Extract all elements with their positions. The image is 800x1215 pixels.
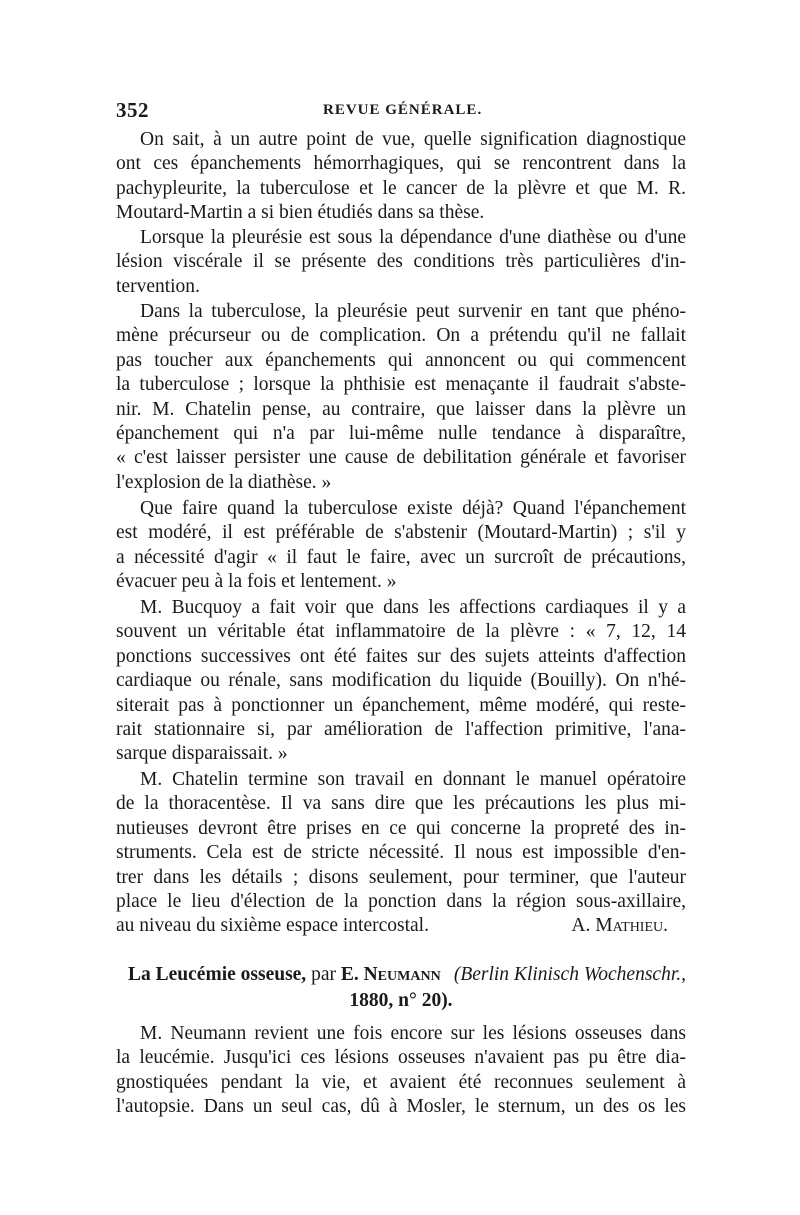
- text-line: l'explosion de la diathèse. »: [116, 471, 332, 493]
- article-heading-line: [116, 962, 686, 988]
- text-line: Moutard-Martin a si bien étudiés dans sa thèse.: [116, 202, 485, 224]
- text-line: évacuer peu à la fois et lentement. »: [116, 571, 397, 593]
- text-line: M. Bucquoy a fait voir que dans les affections cardiaques il y a: [140, 597, 686, 618]
- text-line: tervention.: [116, 275, 200, 297]
- text-line: gnostiquées pendant la vie, et avaient été reconnues seulement à: [116, 1071, 686, 1093]
- text-line: souvent un véritable état inflammatoire de la plèvre : « 7, 12, 14: [116, 621, 686, 643]
- paragraph-5: [116, 596, 686, 767]
- text-line: pachypleurite, la tuberculose et le cancer de la plèvre et que M. R.: [116, 177, 686, 199]
- text-line: struments. Cela est de stricte nécessité. Il nous est impossible d'en-: [116, 842, 686, 864]
- paragraph-3: [116, 300, 686, 495]
- paragraph-1: [116, 128, 686, 226]
- text-line: est modéré, il est préférable de s'abstenir (Moutard-Martin) ; s'il y: [116, 522, 686, 544]
- text-line: Lorsque la pleurésie est sous la dépendance d'une diathèse ou d'une: [140, 227, 686, 248]
- text-line: lésion viscérale il se présente des conditions très particulières d'in-: [116, 251, 686, 273]
- paragraph-6: [116, 768, 686, 939]
- text-line: siterait pas à ponctionner un épanchement, même modéré, qui reste-: [116, 694, 686, 716]
- text-line: nutieuses devront être prises en ce qui concerne la propreté des in-: [116, 817, 686, 839]
- text-line: ponctions successives ont été faites sur des sujets atteints d'affection: [116, 645, 686, 667]
- text-line: cardiaque ou rénale, sans modification du liquide (Bouilly). On n'hé-: [116, 670, 686, 692]
- text-line: épanchement qui n'a par lui-même nulle tendance à disparaître,: [116, 422, 686, 444]
- text-line: Que faire quand la tuberculose existe déjà? Quand l'épanchement: [140, 498, 686, 519]
- closing-text: au niveau du sixième espace intercostal.: [116, 915, 429, 937]
- text-line: sarque disparaissait. »: [116, 743, 288, 765]
- text-line: l'autopsie. Dans un seul cas, dû à Mosler, le sternum, un des os les: [116, 1096, 686, 1118]
- text-line: place le lieu d'élection de la ponction dans la région sous-axillaire,: [116, 890, 686, 912]
- author-signature: A. Mathieu.: [571, 915, 668, 937]
- text-line: pas toucher aux épanchements qui annoncent ou qui commencent: [116, 349, 686, 371]
- article-author: E. Neumann: [340, 964, 441, 985]
- text-line: trer dans les détails ; disons seulement, pour terminer, que l'auteur: [116, 866, 686, 888]
- journal-title: REVUE GÉNÉRALE.: [323, 102, 483, 118]
- text-line: ont ces épanchements hémorrhagiques, qui se rencontrent dans la: [116, 153, 686, 175]
- paragraph-2: [116, 226, 686, 299]
- article-source: (Berlin Klinisch Wochenschr.,: [453, 964, 686, 985]
- text-line: rait stationnaire si, par amélioration de l'affection primitive, l'ana-: [116, 718, 686, 740]
- running-head: [116, 98, 686, 122]
- text-line: de la thoracentèse. Il va sans dire que les précautions les plus mi-: [116, 793, 686, 815]
- article-source-detail: 1880, n° 20).: [349, 990, 453, 1011]
- text-line: M. Neumann revient une fois encore sur les lésions osseuses dans: [140, 1023, 686, 1044]
- text-line: a nécessité d'agir « il faut le faire, avec un surcroît de précautions,: [116, 546, 686, 568]
- article-by: par: [311, 964, 336, 985]
- text-line: mène précurseur ou de complication. On a prétendu qu'il ne fallait: [116, 325, 686, 347]
- text-line: la tuberculose ; lorsque la phthisie est menaçante il faudrait s'abste-: [116, 374, 686, 396]
- paragraph-4: [116, 497, 686, 595]
- text-line: la leucémie. Jusqu'ici ces lésions osseuses n'avaient pas pu être dia-: [116, 1047, 686, 1069]
- text-line: Dans la tuberculose, la pleurésie peut survenir en tant que phéno-: [140, 301, 686, 322]
- text-line: nir. M. Chatelin pense, au contraire, que laisser dans la plèvre un: [116, 398, 686, 420]
- article-heading: [116, 962, 686, 1014]
- text-line: « c'est laisser persister une cause de debilitation générale et favoriser: [116, 447, 686, 469]
- article-body: [116, 1022, 686, 1120]
- closing-line: [116, 914, 686, 938]
- text-line: On sait, à un autre point de vue, quelle signification diagnostique: [140, 129, 686, 150]
- text-line: M. Chatelin termine son travail en donnant le manuel opératoire: [140, 769, 686, 790]
- page-number: 352: [116, 98, 149, 122]
- article-title: La Leucémie osseuse,: [128, 964, 307, 985]
